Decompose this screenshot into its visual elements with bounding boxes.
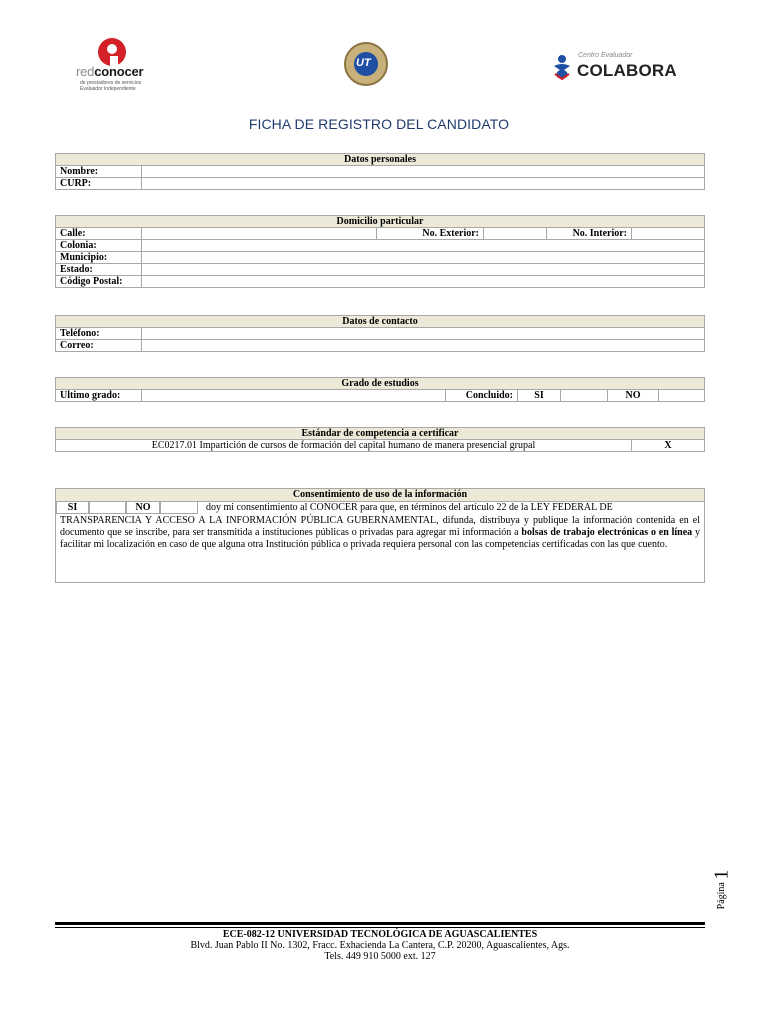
telefono-label: Teléfono: (56, 328, 142, 340)
nombre-label: Nombre: (56, 166, 142, 178)
estandar-mark-cell[interactable]: X (632, 440, 705, 452)
concluido-no-label: NO (608, 390, 659, 402)
correo-label: Correo: (56, 340, 142, 352)
consentimiento-box (55, 488, 705, 583)
colonia-field[interactable] (142, 240, 705, 252)
domicilio-header: Domicilio particular (56, 216, 705, 228)
footer-rule-thick (55, 922, 705, 925)
calle-field[interactable] (142, 228, 377, 240)
footer (55, 929, 705, 962)
no-interior-field[interactable] (632, 228, 705, 240)
footer-address: Blvd. Juan Pablo II No. 1302, Fracc. Exhacienda La Cantera, C.P. 20200, Aguascalientes, Ags. (190, 940, 570, 951)
estandar-competencia-table (55, 427, 705, 452)
ultimo-grado-field[interactable] (142, 390, 446, 402)
ut-seal-logo: UT (344, 42, 388, 86)
concluido-no-checkbox[interactable] (659, 390, 705, 402)
datos-personales-header: Datos personales (56, 154, 705, 166)
consent-si-checkbox[interactable] (89, 502, 126, 514)
estado-label: Estado: (56, 264, 142, 276)
ultimo-grado-label: Último grado: (56, 390, 142, 402)
consent-line1: doy mi consentimiento al CONOCER para que, en términos del artículo 22 de la LEY FEDERAL DE (206, 502, 613, 513)
consent-si-label: SI (56, 502, 89, 514)
red-conocer-subtitle: de prestadores de servicios Evaluador Independiente (80, 80, 142, 92)
colabora-person-icon (552, 54, 572, 80)
page-number: Página 1 (710, 869, 733, 910)
codigo-postal-field[interactable] (142, 276, 705, 288)
curp-field[interactable] (142, 178, 705, 190)
no-interior-label: No. Interior: (547, 228, 632, 240)
grado-estudios-header: Grado de estudios (56, 378, 705, 390)
municipio-label: Municipio: (56, 252, 142, 264)
datos-contacto-header: Datos de contacto (56, 316, 705, 328)
no-exterior-field[interactable] (484, 228, 547, 240)
consent-no-checkbox[interactable] (160, 502, 198, 514)
colabora-logo: Centro Evaluador COLABORA (552, 52, 692, 82)
grado-estudios-table (55, 377, 705, 402)
concluido-si-label: SI (518, 390, 561, 402)
telefono-field[interactable] (142, 328, 705, 340)
concluido-label: Concluido: (446, 390, 518, 402)
consentimiento-header: Consentimiento de uso de la información (56, 489, 704, 502)
footer-phone: Tels. 449 910 5000 ext. 127 (324, 951, 436, 962)
red-conocer-logo (76, 36, 160, 92)
consent-no-label: NO (126, 502, 160, 514)
datos-contacto-table (55, 315, 705, 352)
no-exterior-label: No. Exterior: (377, 228, 484, 240)
estado-field[interactable] (142, 264, 705, 276)
correo-field[interactable] (142, 340, 705, 352)
document-title: FICHA DE REGISTRO DEL CANDIDATO (248, 116, 510, 132)
red-conocer-mark-icon (98, 38, 126, 66)
red-conocer-wordmark: redconocer (76, 64, 144, 79)
datos-personales-table (55, 153, 705, 190)
concluido-si-checkbox[interactable] (561, 390, 608, 402)
colonia-label: Colonia: (56, 240, 142, 252)
estandar-header: Estándar de competencia a certificar (56, 428, 705, 440)
estandar-descripcion: EC0217.01 Impartición de cursos de formación del capital humano de manera presencial grupal (56, 440, 632, 452)
municipio-field[interactable] (142, 252, 705, 264)
footer-rule-thin (55, 927, 705, 928)
footer-institution: ECE-082-12 UNIVERSIDAD TECNOLÓGICA DE AGUASCALIENTES (222, 929, 538, 940)
consent-paragraph: TRANSPARENCIA Y ACCESO A LA INFORMACIÓN PÚBLICA GUBERNAMENTAL, difunda, distribuya y publique la información contenida en el documento que se inscribe, para ser transmitida a instituciones públicas o privadas para agregar mi información a bolsas de trabajo electrónicas o en línea y facilitar mi localización en caso de que alguna otra Institución pública o privada requiera personal con las competencias certificadas con las que cuento. (60, 515, 701, 550)
curp-label: CURP: (56, 178, 142, 190)
domicilio-table (55, 215, 705, 288)
calle-label: Calle: (56, 228, 142, 240)
codigo-postal-label: Código Postal: (56, 276, 142, 288)
nombre-field[interactable] (142, 166, 705, 178)
